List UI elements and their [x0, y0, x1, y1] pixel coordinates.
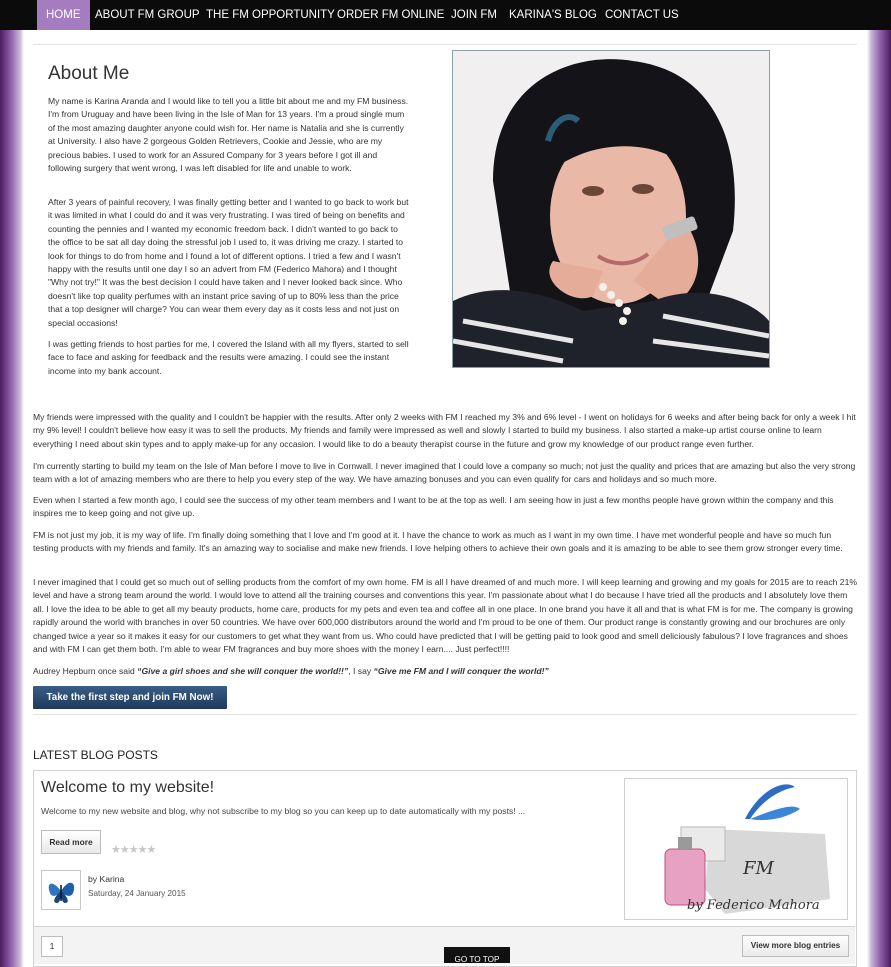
page-number-1[interactable]: 1 — [41, 936, 63, 957]
go-to-top-button[interactable]: GO TO TOP — [444, 947, 510, 963]
quote-mid: , I say — [348, 666, 374, 676]
image-text-brand: by Federico Mahora — [687, 898, 820, 913]
nav-about-fm-group[interactable]: ABOUT FM GROUP — [95, 9, 200, 21]
blog-post-title[interactable]: Welcome to my website! — [41, 779, 215, 796]
portrait-illustration — [453, 51, 769, 367]
read-more-button[interactable]: Read more — [41, 830, 101, 854]
nav-fm-opportunity[interactable]: THE FM OPPORTUNITY — [206, 9, 335, 21]
blog-post-excerpt: Welcome to my new website and blog, why not subscribe to my blog so you can keep up to date automatically with my posts! ... — [41, 806, 526, 816]
nav-contact-us[interactable]: CONTACT US — [605, 9, 679, 21]
nav-karinas-blog[interactable]: KARINA'S BLOG — [509, 9, 597, 21]
page-title: About Me — [48, 63, 130, 84]
blog-post-image[interactable] — [624, 778, 848, 920]
butterfly-icon — [42, 871, 80, 909]
quote-line — [33, 665, 857, 678]
about-paragraph-6: Even when I started a few month ago, I could see the success of my other team members and I want to be at the top as well. I am seeing how in just a few months people have grown within the company and this inspires me to keep going and not give up. — [33, 495, 834, 519]
about-paragraph-2: After 3 years of painful recovery, I was finally getting better and I wanted to go back to work but it was limited in what I could do and it was very frustrating. I was tired of being on benefits and counting the pennies and I wanted my economic freedom back. I didn't wanted to go back to the office to be sat all day doing the stressful job I used to, it was driving me crazy. I started to look for things to do from home and I found a lot of different options. I tried a few and I wasn't happy with the results until one day I so an advert from FM (Federico Mahora) and I thought "Why not try!" It was the best decision I could have taken and I never looked back since. Who doesn't like top quality perfumes with an instant price saving of up to 80% less than the price that a top designer will charge? You can wear them every day as it costs less and not just on special occasions! — [48, 197, 409, 328]
section-divider — [33, 714, 857, 715]
fm-perfume-illustration — [625, 779, 847, 919]
author-name: Karina — [99, 874, 125, 884]
rating-stars[interactable]: ★★★★★ — [111, 844, 156, 856]
view-more-blog-entries-button[interactable]: View more blog entries — [742, 935, 849, 957]
quote-hepburn: “Give a girl shoes and she will conquer the world!!” — [137, 666, 349, 676]
about-paragraph-1: My name is Karina Aranda and I would like to tell you a little bit about me and my FM business. I'm from Uruguay and have been living in the Isle of Man for 13 years. I'm a proud single mum of the most amazing daughter anyone could wish for. Her name is Natalia and she is currently at University. I also have 2 gorgeous Golden Retrievers, Cookie and Jessie, who are my precious babies. I used to work for an Assured Company for 3 years before I got ill and following surgery that went wrong, I was left disabled for life and unable to work. — [48, 96, 409, 174]
about-paragraph-8: I never imagined that I could get so much out of selling products from the comfort of my own home. FM is all I have dreamed of and much more. I will keep learning and growing and my goals for 2015 are to reach 21% level and have a strong team around the world. I would love to attend all the training courses and conventions this year. I'm passionate about what I do because I have tried all the products and I absolutely love them all. I love the idea to be able to get all my beauty products, home care, products for my pets and even tea and coffee all in one place. In one brand you have it all and that is what FM is for me. The company is growing rapidly around the world with branches in over 50 countries. We have over 600,000 distributors around the world and I'm proud to be one of them. Our product range is constantly growing and our brochures are only changed twice a year so it makes it easy for our customers to get what they want from us. Who could have predicted that I will be getting paid to look good and smell deliciously fabulous? I love fragrances and shoes and with FM I can get them both. I'm able to wear FM fragrances and buy more shoes with the money I earn.... Just perfect!!!! — [33, 577, 857, 655]
top-nav — [0, 0, 891, 30]
image-text-fm: FM — [743, 858, 774, 879]
post-date: Saturday, 24 January 2015 — [88, 889, 186, 898]
join-fm-button[interactable]: Take the first step and join FM Now! — [33, 686, 227, 709]
top-divider — [33, 44, 857, 45]
nav-join-fm[interactable]: JOIN FM — [451, 9, 497, 21]
post-author: by Karina — [88, 874, 125, 884]
quote-intro: Audrey Hepburn once said — [33, 666, 138, 676]
about-paragraph-7: FM is not just my job, it is my way of life. I'm finally doing something that I love and I'm good at it. I have the chance to work as much as I want in my own time. I have met wonderful people and have so much fun testing products with my friends and family. It's an amazing way to socialise and make new friends. I love helping others to achieve their own goals and it is amazing to be able to see them grow stronger every time. — [33, 530, 843, 554]
profile-photo — [452, 50, 770, 368]
about-paragraph-3: I was getting friends to host parties for me, I covered the Island with all my flyers, started to sell face to face and asking for feedback and the results were amazing. I could see the instant income into my bank account. — [48, 339, 409, 376]
latest-blog-posts-heading: LATEST BLOG POSTS — [33, 748, 158, 762]
nav-home[interactable]: HOME — [37, 0, 90, 30]
quote-karina: “Give me FM and I will conquer the world!” — [373, 666, 549, 676]
nav-order-fm-online[interactable]: ORDER FM ONLINE — [337, 9, 445, 21]
about-paragraph-5: I'm currently starting to build my team on the Isle of Man before I move to live in Cornwall. I never imagined that I could love a company so much; not just the quality and prices that are amazing but also the very strong team with a lot of amazing members who are there to help you every step of the way. We have amazing bonuses and you can even qualify for cars and holidays and so much more. — [33, 461, 856, 485]
about-paragraph-4: My friends were impressed with the quality and I couldn't be happier with the results. After only 2 weeks with FM I reached my 3% and 6% level - I went on holidays for 6 weeks and after being back for only a week I hit my 9% level! I couldn't believe how easy it was to sell the products. My friends and family were impressed as well and slowly I started to build my business. I also started a make-up artist course online to learn everything I need about skin types and to apply make-up for any occasion. I would like to do a beauty therapist course in the future and grow my knowledge of our product range even further. — [33, 412, 856, 449]
author-avatar — [41, 870, 81, 910]
